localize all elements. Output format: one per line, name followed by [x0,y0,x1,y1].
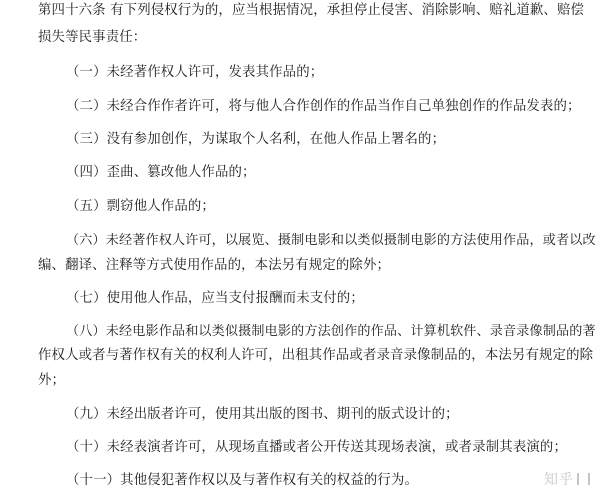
clause-7: （七）使用他人作品，应当支付报酬而未支付的； [66,291,364,306]
zhihu-watermark [544,469,590,489]
clause-2: （二）未经合作作者许可，将与他人合作创作的作品当作自己单独创作的作品发表的； [66,99,581,114]
clause-11: （十一）其他侵犯著作权以及与著作权有关的权益的行为。 [66,473,419,488]
clause-3: （三）没有参加创作，为谋取个人名利，在他人作品上署名的； [66,132,446,147]
clause-6-line-1: （六）未经著作权人许可，以展览、摄制电影和以类似摄制电影的方法使用作品，或者以改 [66,233,596,248]
clause-10: （十）未经表演者许可，从现场直播或者公开传送其现场表演，或者录制其表演的； [66,440,568,455]
clause-9: （九）未经出版者许可，使用其出版的图书、期刊的版式设计的； [66,407,459,422]
article-intro-line-2: 损失等民事责任： [38,30,147,45]
clause-5: （五）剽窃他人作品的； [66,199,215,214]
clause-6-line-2: 编、翻译、注释等方式使用作品的，本法另有规定的除外； [38,258,391,273]
watermark-text: 知乎 [544,472,574,488]
clause-1: （一）未经著作权人许可，发表其作品的； [66,65,324,80]
zhihu-logo-icon [577,473,590,485]
clause-8-line-3: 外； [38,373,66,388]
clause-8-line-1: （八）未经电影作品和以类似摄制电影的方法创作的作品、计算机软件、录音录像制品的著 [66,324,596,339]
clause-4: （四）歪曲、篡改他人作品的； [66,165,256,180]
article-intro-line-1: 第四十六条 有下列侵权行为的，应当根据情况，承担停止侵害、消除影响、赔礼道歉、赔偿 [38,3,585,18]
clause-8-line-2: 作权人或者与著作权有关的权利人许可，出租其作品或者录音录像制品的，本法另有规定的除 [38,348,594,363]
